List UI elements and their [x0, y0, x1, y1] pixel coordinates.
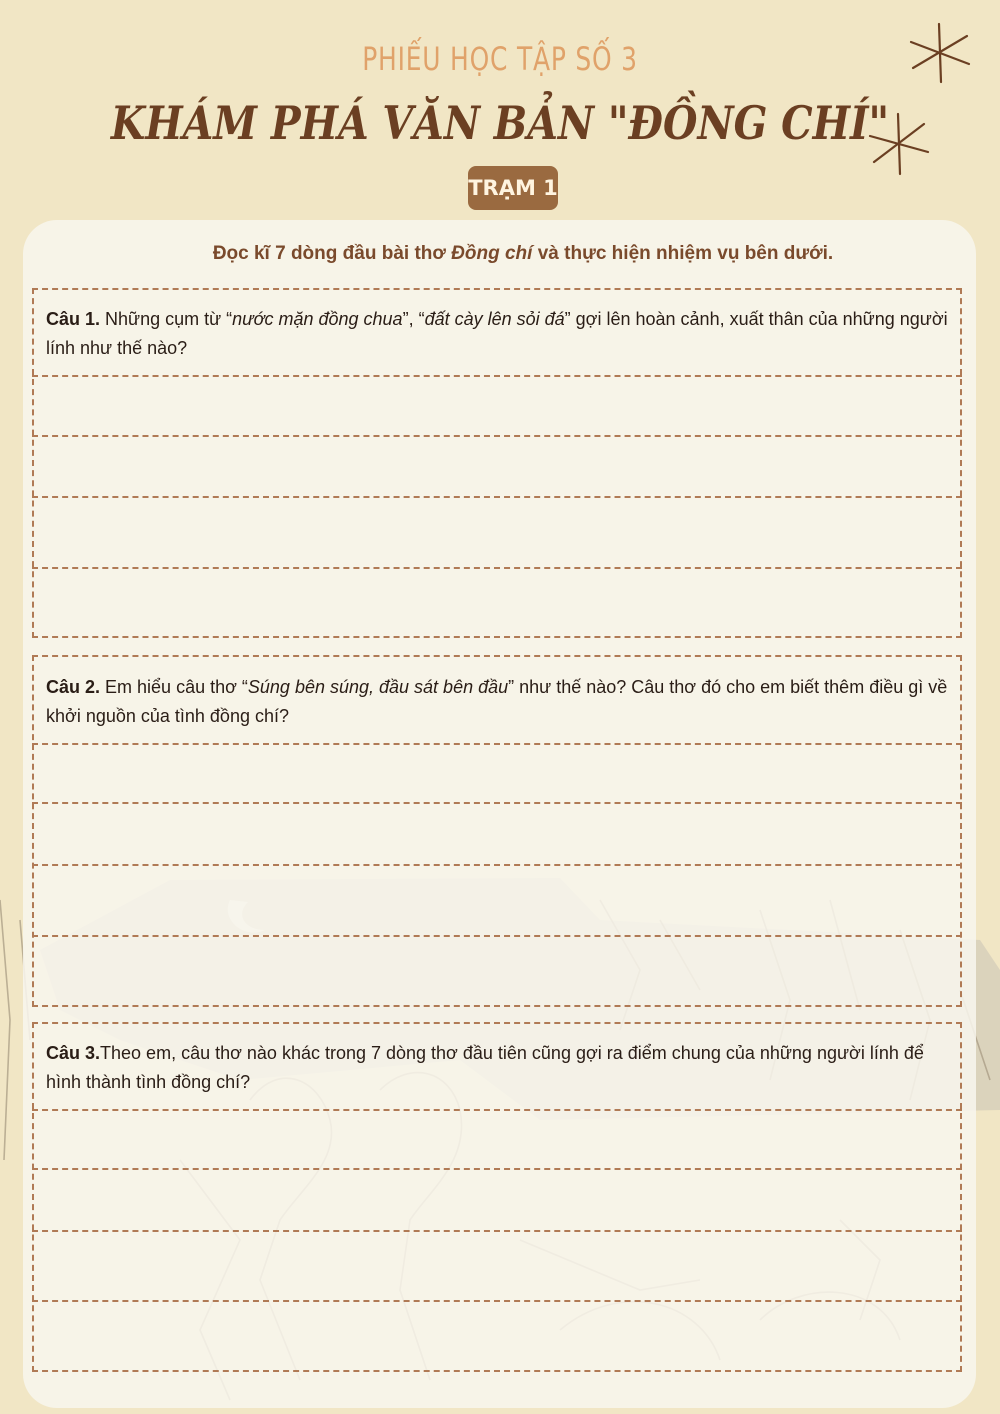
- question-label: Câu 1.: [46, 309, 101, 329]
- question-part: Em hiểu câu thơ “: [100, 677, 248, 697]
- poem-title: Đồng chí: [451, 243, 533, 264]
- question-label: Câu 2.: [46, 677, 101, 697]
- answer-line[interactable]: [32, 1168, 962, 1170]
- question-label: Câu 3.: [46, 1043, 101, 1063]
- answer-line[interactable]: [32, 496, 962, 498]
- answer-line[interactable]: [32, 1300, 962, 1302]
- answer-line[interactable]: [32, 743, 962, 745]
- answer-line[interactable]: [32, 802, 962, 804]
- question-part: ”, “: [402, 309, 425, 329]
- page-title: KHÁM PHÁ VĂN BẢN "ĐỒNG CHÍ": [110, 96, 890, 150]
- instruction-before: Đọc kĩ 7 dòng đầu bài thơ: [212, 243, 452, 264]
- answer-line[interactable]: [32, 1230, 962, 1232]
- answer-line[interactable]: [32, 864, 962, 866]
- sparkle-icon: [905, 22, 975, 84]
- answer-line[interactable]: [32, 1109, 962, 1111]
- answer-line[interactable]: [32, 375, 962, 377]
- question-part: ” như thế nào? Câu thơ đó cho em biết thêm điều gì về khởi nguồn của tình đồng chí?: [46, 677, 948, 726]
- instruction-after: và thực hiện nhiệm vụ bên dưới.: [532, 243, 834, 264]
- question-part: Những cụm từ “: [100, 309, 233, 329]
- question-3-text: [46, 1039, 950, 1097]
- answer-line[interactable]: [32, 567, 962, 569]
- quoted-phrase: đất cày lên sỏi đá: [424, 309, 565, 329]
- quoted-phrase: nước mặn đồng chua: [232, 309, 403, 329]
- quoted-phrase: Súng bên súng, đầu sát bên đầu: [247, 677, 509, 697]
- question-1-text: [46, 305, 950, 363]
- question-2-text: [46, 673, 950, 731]
- question-part: Theo em, câu thơ nào khác trong 7 dòng thơ đầu tiên cũng gợi ra điểm chung của những người lính để hình thành tình đồng chí?: [46, 1043, 924, 1092]
- station-badge: TRẠM 1: [468, 166, 558, 210]
- worksheet-subtitle: PHIẾU HỌC TẬP SỐ 3: [362, 40, 638, 78]
- answer-line[interactable]: [32, 435, 962, 437]
- answer-line[interactable]: [32, 935, 962, 937]
- instruction-text: [0, 243, 1000, 265]
- question-part: ” gợi lên hoàn cảnh, xuất thân của những người lính như thế nào?: [46, 309, 948, 358]
